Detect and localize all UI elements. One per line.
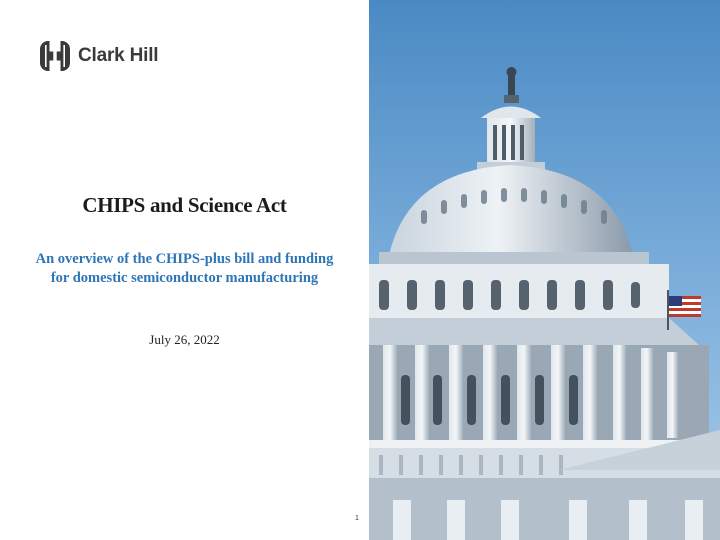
slide-date: July 26, 2022 — [149, 332, 220, 347]
slide-title: CHIPS and Science Act — [82, 193, 287, 217]
clark-hill-logo-icon — [40, 41, 70, 71]
us-flag-icon — [669, 296, 701, 317]
capitol-dome-photo — [369, 0, 720, 540]
page-number: 1 — [355, 515, 359, 522]
brand-name: Clark Hill — [78, 45, 159, 66]
slide-subtitle: An overview of the CHIPS-plus bill and funding for domestic semiconductor manufacturing — [35, 251, 334, 286]
brand-logo — [40, 41, 158, 71]
